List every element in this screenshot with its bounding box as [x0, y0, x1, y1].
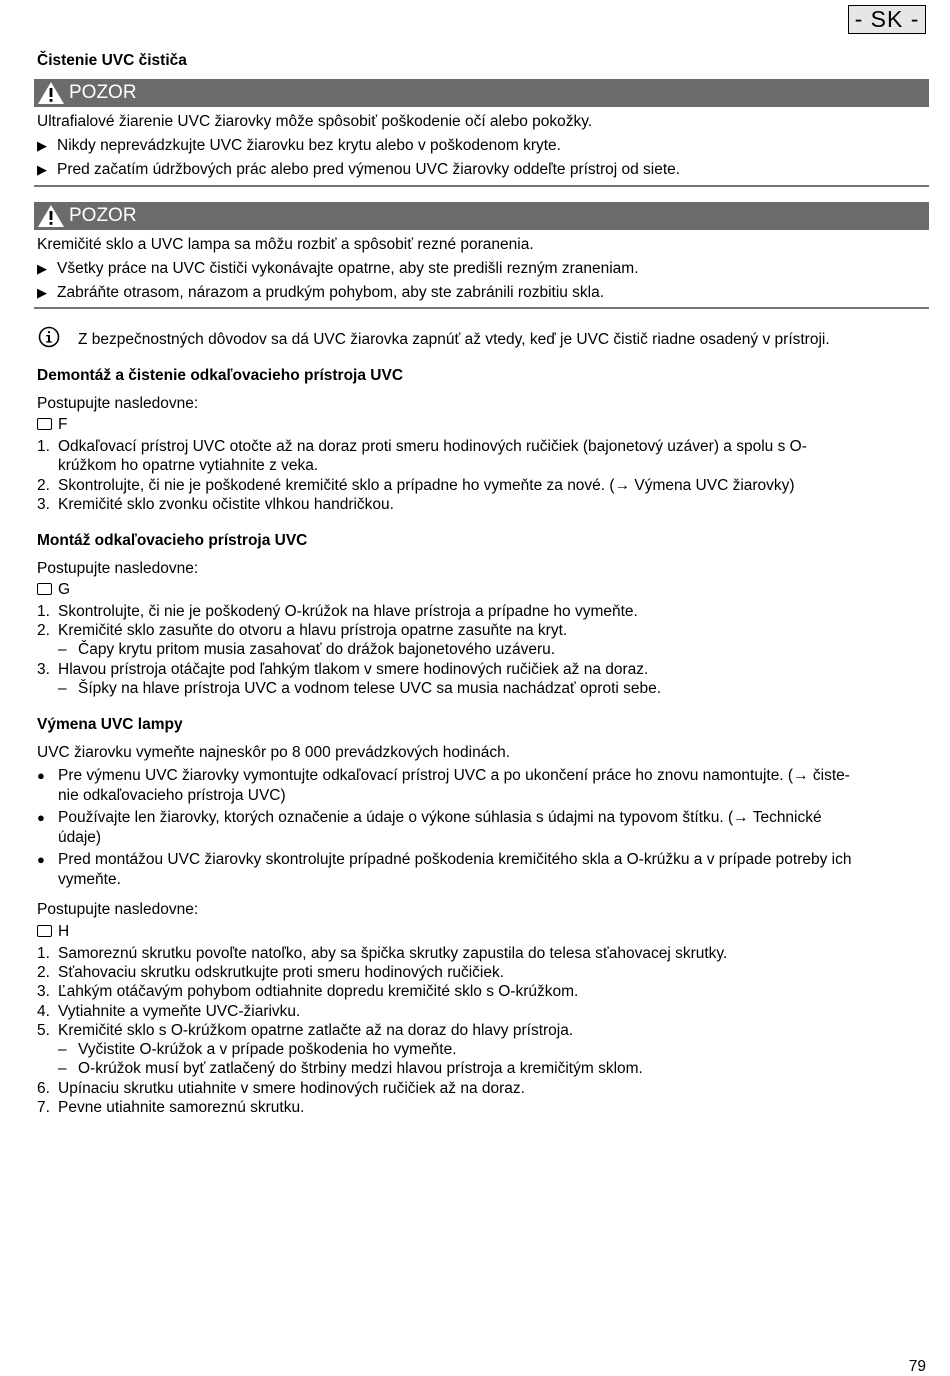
section-heading-lamp-replacement: Výmena UVC lampy [37, 716, 183, 733]
warning-banner-1 [34, 79, 929, 107]
bullet-icon: ● [37, 810, 45, 825]
section-heading-assembly: Montáž odkaľovacieho prístroja UVC [37, 532, 308, 549]
bullet-icon: ● [37, 768, 45, 783]
figure-icon [37, 925, 52, 937]
warning-1-item: ▶ Pred začatím údržbových prác alebo pred výmenou UVC žiarovky oddeľte prístroj od siete. [37, 161, 681, 178]
bullet-icon: ● [37, 852, 45, 867]
section-intro: UVC žiarovku vymeňte najneskôr po 8 000 prevádzkových hodinách. [37, 744, 511, 761]
page-title: Čistenie UVC čističa [37, 52, 187, 69]
warning-triangle-icon [37, 81, 65, 114]
divider [34, 185, 929, 187]
arrow-right-icon: ▶ [37, 138, 47, 153]
warning-triangle-icon [37, 204, 65, 237]
proceed-label: Postupujte nasledovne: [37, 901, 199, 918]
figure-reference: F [37, 415, 67, 434]
language-tag: - SK - [848, 5, 926, 34]
warning-label: POZOR [69, 205, 137, 226]
figure-icon [37, 583, 52, 595]
proceed-label: Postupujte nasledovne: [37, 560, 199, 577]
warning-2-item: ▶ Všetky práce na UVC čističi vykonávajte opatrne, aby ste predišli rezným zraneniam. [37, 260, 639, 277]
warning-2-item: ▶ Zabráňte otrasom, nárazom a prudkým pohybom, aby ste zabránili rozbitiu skla. [37, 284, 605, 301]
arrow-right-icon: ▶ [37, 162, 47, 177]
page-number: 79 [908, 1358, 926, 1375]
warning-label: POZOR [69, 82, 137, 103]
arrow-right-icon: ▶ [37, 261, 47, 276]
section-heading-disassembly: Demontáž a čistenie odkaľovacieho prístroja UVC [37, 367, 404, 384]
divider [34, 307, 929, 309]
arrow-right-icon: ▶ [37, 285, 47, 300]
warning-banner-2 [34, 202, 929, 230]
warning-1-intro: Ultrafialové žiarenie UVC žiarovky môže spôsobiť poškodenie očí alebo pokožky. [37, 113, 593, 130]
warning-2-intro: Kremičité sklo a UVC lampa sa môžu rozbiť a spôsobiť rezné poranenia. [37, 236, 534, 253]
info-icon [38, 326, 60, 353]
info-note: Z bezpečnostných dôvodov sa dá UVC žiarovka zapnúť až vtedy, keď je UVC čistič riadne osadený v prístroji. [78, 331, 830, 348]
figure-icon [37, 418, 52, 430]
warning-1-item: ▶ Nikdy neprevádzkujte UVC žiarovku bez krytu alebo v poškodenom kryte. [37, 137, 561, 154]
figure-reference: G [37, 580, 70, 599]
proceed-label: Postupujte nasledovne: [37, 395, 199, 412]
figure-reference: H [37, 922, 69, 941]
